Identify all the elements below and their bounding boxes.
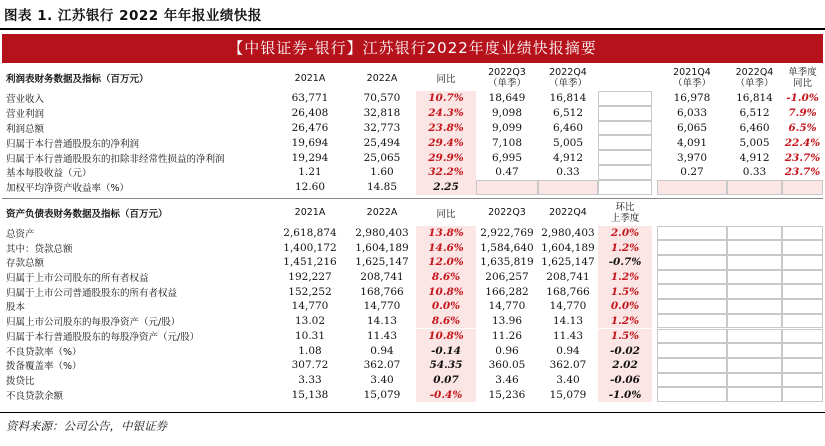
empty-cell: [657, 387, 727, 402]
row-label: 归属于上市公司股东的所有者权益: [6, 273, 149, 285]
value-2022a: 3.40: [370, 373, 394, 386]
row-label: 股本: [6, 302, 26, 314]
balance-header-row: [2, 200, 823, 226]
value-qoq: 1.5%: [598, 284, 652, 299]
row-label: 基本每股收益（元）: [6, 168, 92, 180]
value-2022a: 1,625,147: [355, 256, 409, 269]
balance-header-2022q4: 2022Q4: [549, 207, 587, 219]
value-2022q3: 9,098: [491, 107, 523, 120]
row-label: 营业收入: [6, 94, 45, 106]
empty-cell: [657, 373, 727, 388]
value-yoy: 24.3%: [416, 106, 476, 121]
value-2021a: 1,451,216: [283, 256, 337, 269]
value-quarter-yoy: 22.4%: [784, 136, 821, 149]
value-qoq: 1.2%: [598, 314, 652, 329]
empty-cell: [598, 150, 652, 165]
empty-cell: [727, 387, 782, 402]
profit-header-2022q3-line2: （单季）: [487, 78, 526, 89]
value-2022q4: 14,770: [549, 300, 587, 313]
row-label: 总资产: [6, 228, 35, 240]
value-2021a: 26,408: [291, 107, 329, 120]
empty-cell: [657, 270, 727, 285]
value-2022q3: 0.96: [495, 344, 519, 357]
value-2021a: 1,400,172: [283, 241, 337, 254]
value-yoy: 10.8%: [416, 329, 476, 344]
value-2022q3: 18,649: [488, 92, 526, 105]
empty-cell: [476, 180, 538, 195]
value-yoy: 29.9%: [416, 150, 476, 165]
row-label: 加权平均净资产收益率（%）: [6, 183, 130, 195]
value-2022q3: 15,236: [488, 388, 526, 401]
value-2021a: 14,770: [291, 300, 329, 313]
empty-cell: [657, 226, 727, 241]
empty-cell: [657, 343, 727, 358]
balance-row: [2, 314, 823, 329]
balance-header-yoy: 同比: [436, 208, 456, 220]
value-qoq: 2.0%: [598, 226, 652, 241]
value-2022a: 15,079: [363, 388, 401, 401]
empty-cell: [727, 255, 782, 270]
profit-header-quarter-yoy: [782, 65, 823, 91]
value-yoy: 8.6%: [416, 270, 476, 285]
profit-row: [2, 165, 823, 180]
profit-header-2021q4-line2: （单季）: [672, 78, 711, 89]
balance-row: [2, 373, 823, 388]
empty-cell: [657, 255, 727, 270]
value-2021q4: 4,091: [676, 136, 708, 149]
empty-cell: [657, 284, 727, 299]
empty-cell: [782, 343, 823, 358]
balance-row: [2, 358, 823, 373]
empty-cell: [727, 270, 782, 285]
empty-cell: [598, 135, 652, 150]
value-2021q4: 6,033: [676, 107, 708, 120]
value-2021q4: 6,065: [676, 121, 708, 134]
section-divider: [2, 198, 823, 199]
empty-cell: [538, 180, 598, 195]
profit-header-quarter-yoy-line1: 单季度: [788, 67, 817, 78]
value-2022q4: 16,814: [549, 92, 587, 105]
value-2022q3: 1,635,819: [480, 256, 534, 269]
row-label: 利润总额: [6, 123, 45, 135]
empty-cell: [727, 299, 782, 314]
figure-title: 图表 1. 江苏银行 2022 年年报业绩快报: [4, 8, 262, 24]
balance-row: [2, 255, 823, 270]
empty-cell: [727, 343, 782, 358]
value-qoq: 2.02: [598, 358, 652, 373]
value-2022q3: 6,995: [491, 151, 523, 164]
profit-row: [2, 91, 823, 106]
value-2022q3: 0.47: [495, 166, 519, 179]
value-yoy: 12.0%: [416, 255, 476, 270]
empty-cell: [782, 299, 823, 314]
empty-cell: [657, 314, 727, 329]
empty-cell: [727, 226, 782, 241]
value-quarter-yoy: 23.7%: [784, 166, 821, 179]
value-2022a: 2,980,403: [355, 226, 409, 239]
value-2021a: 1.21: [298, 166, 322, 179]
value-yoy: -0.4%: [416, 387, 476, 402]
empty-cell: [657, 329, 727, 344]
value-2022a: 362.07: [363, 359, 401, 372]
profit-header-label: 利润表财务数据及指标（百万元）: [6, 74, 149, 85]
value-2022q4: 5,005: [552, 136, 584, 149]
profit-row: [2, 135, 823, 150]
value-2021q4: 0.27: [680, 166, 704, 179]
value-2022q3: 206,257: [485, 271, 529, 284]
empty-cell: [782, 358, 823, 373]
value-yoy: 23.8%: [416, 121, 476, 136]
balance-row: [2, 240, 823, 255]
empty-cell: [782, 255, 823, 270]
value-2022q4: 168,766: [546, 285, 590, 298]
profit-row: [2, 106, 823, 121]
profit-header-2022q4: [538, 65, 598, 91]
empty-cell: [657, 240, 727, 255]
value-yoy: 8.6%: [416, 314, 476, 329]
value-2021a: 3.33: [298, 373, 322, 386]
empty-cell: [727, 180, 782, 195]
value-qoq: 1.5%: [598, 329, 652, 344]
balance-header-qoq: [598, 200, 652, 226]
value-2022a: 0.94: [370, 344, 394, 357]
value-2022q3: 9,099: [491, 121, 523, 134]
empty-cell: [727, 284, 782, 299]
bottom-rule: [0, 412, 825, 413]
value-2022q3: 166,282: [485, 285, 529, 298]
row-label: 其中：贷款总额: [6, 243, 73, 255]
balance-header-2022q3: 2022Q3: [488, 207, 526, 219]
row-label: 拨贷比: [6, 375, 35, 387]
empty-cell: [782, 270, 823, 285]
value-yoy: 13.8%: [416, 226, 476, 241]
value-quarter-yoy: 6.5%: [788, 121, 817, 134]
balance-header-qoq-line2: 上季度: [610, 212, 640, 224]
value-quarter-yoy: 7.9%: [788, 107, 817, 120]
value-qoq: 0.0%: [598, 299, 652, 314]
value-2022q4-b: 0.33: [742, 166, 767, 179]
value-2022q4: 0.94: [556, 344, 580, 357]
value-2022q3: 14,770: [488, 300, 526, 313]
empty-cell: [657, 299, 727, 314]
empty-cell: [657, 358, 727, 373]
value-2021a: 12.60: [294, 181, 326, 194]
value-2022q3: 3.46: [495, 373, 519, 386]
value-2022a: 25,065: [363, 151, 401, 164]
profit-header-2022q3-line1: 2022Q3: [488, 67, 526, 78]
value-2022q4: 362.07: [549, 359, 587, 372]
empty-cell: [782, 240, 823, 255]
empty-cell: [598, 165, 652, 180]
row-label: 归属于本行普通股股东的扣除非经常性损益的净利润: [6, 153, 225, 165]
profit-header-2022q3: [476, 65, 538, 91]
profit-header-2021a: 2021A: [294, 72, 326, 84]
value-2022q4: 3.40: [556, 373, 580, 386]
source-note: 资料来源：公司公告，中银证券: [6, 419, 167, 433]
balance-row: [2, 387, 823, 402]
profit-header-quarter-yoy-line2: 同比: [792, 78, 812, 89]
value-2022q4-b: 16,814: [736, 92, 773, 105]
top-rule: [0, 28, 825, 30]
value-2022q4-b: 4,912: [739, 151, 770, 164]
value-2021a: 152,252: [288, 285, 332, 298]
empty-cell: [727, 329, 782, 344]
value-2022a: 70,570: [363, 92, 401, 105]
balance-row: [2, 270, 823, 285]
value-2022q4: 208,741: [546, 271, 590, 284]
value-2022q4: 6,512: [552, 107, 584, 120]
value-2021a: 15,138: [291, 388, 329, 401]
balance-row: [2, 329, 823, 344]
value-yoy: 54.35: [416, 358, 476, 373]
value-2022q4: 15,079: [549, 388, 587, 401]
value-qoq: -0.7%: [598, 255, 652, 270]
balance-row: [2, 226, 823, 241]
value-2022q3: 2,922,769: [480, 226, 534, 239]
value-2022q4-b: 6,512: [739, 107, 770, 120]
row-label: 归属于本行普通股股东的每股净资产（元/股）: [6, 331, 200, 343]
profit-header-2022q4-b-line1: 2022Q4: [735, 67, 774, 78]
value-2022a: 168,766: [360, 285, 404, 298]
value-2022a: 14,770: [363, 300, 401, 313]
empty-cell: [782, 284, 823, 299]
table-banner: 【中银证券-银行】江苏银行2022年度业绩快报摘要: [2, 34, 823, 63]
balance-header-2021a: 2021A: [294, 207, 326, 219]
profit-header-yoy: 同比: [436, 74, 456, 85]
empty-cell: [782, 314, 823, 329]
value-quarter-yoy: -1.0%: [786, 92, 819, 105]
value-yoy: 29.4%: [416, 135, 476, 150]
row-label: 归属于本行普通股股东的净利润: [6, 138, 140, 150]
value-yoy: 10.8%: [416, 284, 476, 299]
value-2022q3: 13.96: [491, 315, 523, 328]
value-2022a: 14.85: [366, 181, 398, 194]
empty-cell: [727, 373, 782, 388]
profit-header-2021q4: [657, 65, 727, 91]
value-yoy: 14.6%: [416, 240, 476, 255]
row-label: 不良贷款率（%）: [6, 346, 82, 358]
value-2022a: 32,773: [363, 121, 401, 134]
empty-cell: [727, 240, 782, 255]
value-2022q4: 14.13: [552, 315, 584, 328]
value-qoq: -0.06: [598, 373, 652, 388]
value-2022a: 1.60: [370, 166, 394, 179]
value-2022q4: 1,625,147: [541, 256, 595, 269]
empty-cell: [782, 180, 823, 195]
value-qoq: 1.2%: [598, 270, 652, 285]
empty-cell: [657, 180, 727, 195]
value-2022q4-b: 5,005: [739, 136, 770, 149]
value-yoy: 0.07: [416, 373, 476, 388]
value-qoq: -0.02: [598, 343, 652, 358]
profit-header-2022q4-line2: （单季）: [548, 78, 587, 89]
empty-cell: [727, 358, 782, 373]
row-label: 拨备覆盖率（%）: [6, 361, 82, 373]
value-2022q3: 1,584,640: [480, 241, 534, 254]
empty-cell: [598, 180, 652, 195]
empty-cell: [598, 91, 652, 106]
profit-row: [2, 180, 823, 195]
profit-row: [2, 121, 823, 136]
value-2021q4: 3,970: [676, 151, 708, 164]
value-2021a: 192,227: [288, 271, 332, 284]
profit-header-2021q4-line1: 2021Q4: [673, 67, 711, 78]
value-yoy: 2.25: [416, 180, 476, 195]
empty-cell: [782, 226, 823, 241]
balance-row: [2, 343, 823, 358]
value-qoq: 1.2%: [598, 240, 652, 255]
value-yoy: 0.0%: [416, 299, 476, 314]
empty-cell: [727, 314, 782, 329]
balance-row: [2, 299, 823, 314]
value-2021a: 19,694: [291, 136, 329, 149]
empty-cell: [598, 106, 652, 121]
value-2022q4: 0.33: [556, 166, 580, 179]
balance-row: [2, 284, 823, 299]
profit-header-2022q4-line1: 2022Q4: [549, 67, 587, 78]
value-2021a: 10.31: [294, 329, 326, 342]
value-yoy: -0.14: [416, 343, 476, 358]
value-2021a: 307.72: [291, 359, 329, 372]
row-label: 归属上市公司股东的每股净资产（元/股）: [6, 317, 181, 329]
profit-header-2022a: 2022A: [366, 72, 398, 84]
value-2021q4: 16,978: [673, 92, 711, 105]
value-qoq: -1.0%: [598, 387, 652, 402]
balance-header-qoq-line1: 环比: [615, 201, 635, 213]
empty-cell: [782, 373, 823, 388]
profit-row: [2, 150, 823, 165]
value-2022q4: 6,460: [552, 121, 584, 134]
value-2022a: 32,818: [363, 107, 401, 120]
value-2021a: 63,771: [291, 92, 329, 105]
empty-cell: [598, 121, 652, 136]
value-2022a: 25,494: [363, 136, 401, 149]
value-2021a: 1.08: [298, 344, 322, 357]
profit-header-row: [2, 65, 823, 91]
value-2021a: 13.02: [294, 315, 326, 328]
value-2022q3: 7,108: [491, 136, 523, 149]
value-2022q4: 2,980,403: [541, 226, 595, 239]
row-label: 不良贷款余额: [6, 390, 64, 402]
balance-header-label: 资产负债表财务数据及指标（百万元）: [6, 208, 168, 220]
value-2022a: 14.13: [366, 315, 398, 328]
value-2022a: 208,741: [360, 271, 404, 284]
row-label: 营业利润: [6, 109, 45, 121]
empty-cell: [782, 329, 823, 344]
value-quarter-yoy: 23.7%: [784, 151, 821, 164]
value-2021a: 19,294: [291, 151, 329, 164]
value-2022q4: 4,912: [552, 151, 584, 164]
profit-header-2022q4-b: [727, 65, 782, 91]
value-yoy: 32.2%: [416, 165, 476, 180]
value-2021a: 2,618,874: [283, 226, 337, 239]
value-2022q4: 11.43: [552, 329, 584, 342]
value-2021a: 26,476: [291, 121, 329, 134]
value-2022q3: 11.26: [491, 329, 523, 342]
row-label: 归属于上市公司普通股股东的所有者权益: [6, 287, 178, 299]
value-2022a: 1,604,189: [355, 241, 409, 254]
value-2022q3: 360.05: [488, 359, 526, 372]
value-2022a: 11.43: [366, 329, 398, 342]
balance-header-2022a: 2022A: [366, 207, 398, 219]
value-yoy: 10.7%: [416, 91, 476, 106]
value-2022q4: 1,604,189: [541, 241, 595, 254]
value-2022q4-b: 6,460: [739, 121, 770, 134]
empty-cell: [782, 387, 823, 402]
profit-header-2022q4-b-line2: （单季）: [735, 78, 774, 89]
row-label: 存款总额: [6, 258, 45, 270]
